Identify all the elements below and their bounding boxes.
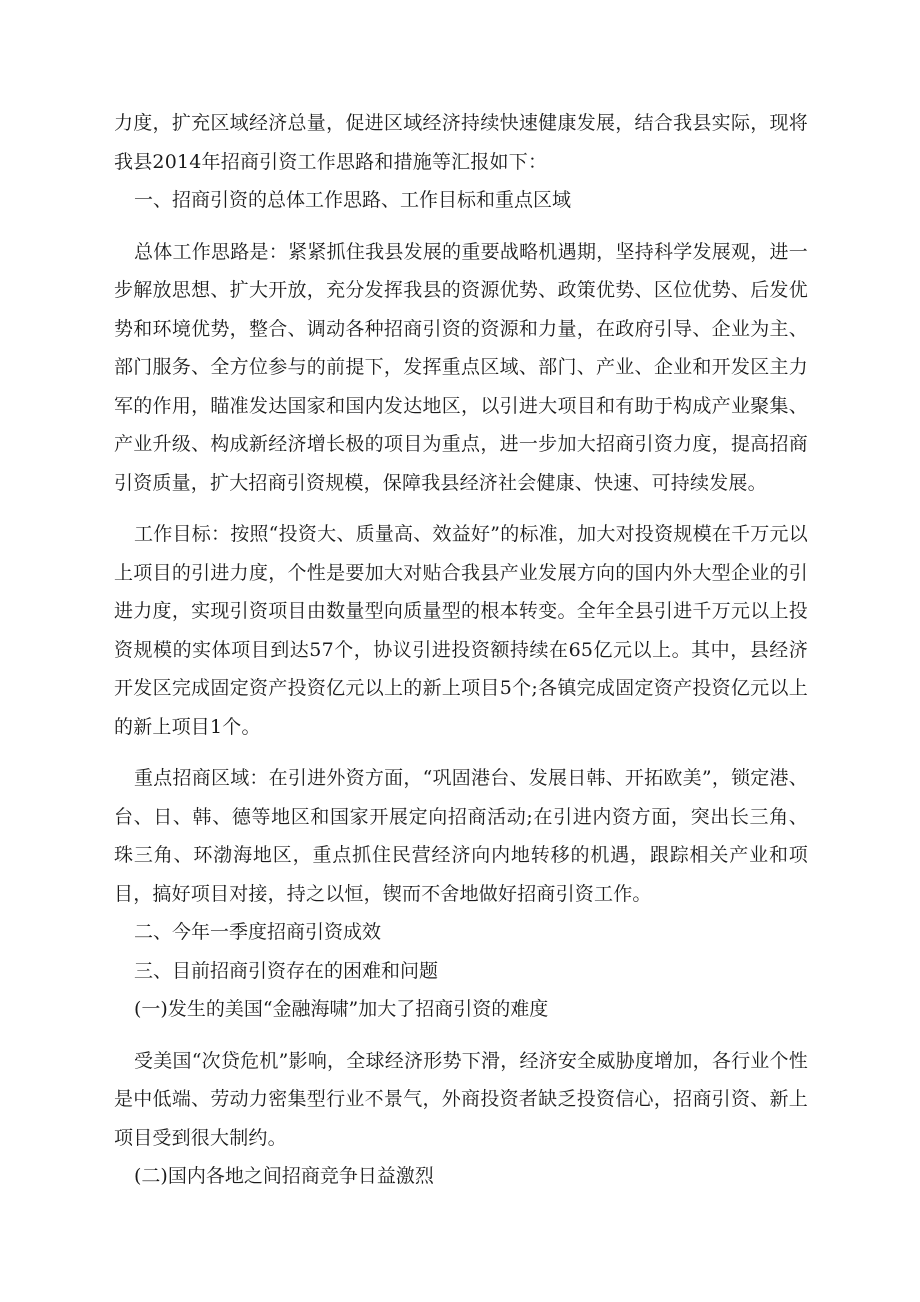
document-page — [114, 104, 808, 1196]
section-heading-2: 二、今年一季度招商引资成效 — [134, 921, 382, 943]
section-heading-3: 三、目前招商引资存在的困难和问题 — [134, 959, 439, 982]
approach-paragraph: 总体工作思路是：紧紧抓住我县发展的重要战略机遇期，坚持科学发展观，进一步解放思想、扩大开放，充分发挥我县的资源优势、政策优势、区位优势、后发优势和环境优势，整合、调动各种招商引资的资源和力量，在政府引导、企业为主、部门服务、全方位参与的前提下，发挥重点区域、部门、产业、企业和开发区主力军的作用，瞄准发达国家和国内发达地区，以引进大项目和有助于构成产业聚集、产业升级、构成新经济增长极的项目为重点，进一步加大招商引资力度，提高招商引资质量，扩大招商引资规模，保障我县经济社会健康、快速、可持续发展。 — [114, 240, 808, 494]
intro-paragraph: 力度，扩充区域经济总量，促进区域经济持续快速健康发展，结合我县实际，现将我县2014年招商引资工作思路和措施等汇报如下： — [114, 112, 808, 173]
crisis-paragraph: 受美国“次贷危机”影响，全球经济形势下滑，经济安全威胁度增加，各行业个性是中低端、劳动力密集型行业不景气，外商投资者缺乏投资信心，招商引资、新上项目受到很大制约。 — [114, 1049, 808, 1149]
subsection-heading-3-1: (一)发生的美国“金融海啸”加大了招商引资的难度 — [134, 998, 549, 1020]
goals-paragraph: 工作目标：按照“投资大、质量高、效益好”的标准，加大对投资规模在千万元以上项目的引进力度，个性是要加大对贴合我县产业发展方向的国内外大型企业的引进力度，实现引资项目由数量型向质量型的根本转变。全年全县引进千万元以上投资规模的实体项目到达57个，协议引进投资额持续在65亿元以上。其中，县经济开发区完成固定资产投资亿元以上的新上项目5个;各镇完成固定资产投资亿元以上的新上项目1个。 — [114, 523, 808, 738]
section-heading-1: 一、招商引资的总体工作思路、工作目标和重点区域 — [134, 189, 572, 211]
regions-paragraph: 重点招商区域：在引进外资方面，“巩固港台、发展日韩、开拓欧美”，锁定港、台、日、韩、德等地区和国家开展定向招商活动;在引进内资方面，突出长三角、珠三角、环渤海地区，重点抓住民营经济向内地转移的机遇，跟踪相关产业和项目，搞好项目对接，持之以恒，锲而不舍地做好招商引资工作。 — [114, 767, 808, 905]
subsection-heading-3-2: (二)国内各地之间招商竞争日益激烈 — [134, 1165, 434, 1187]
